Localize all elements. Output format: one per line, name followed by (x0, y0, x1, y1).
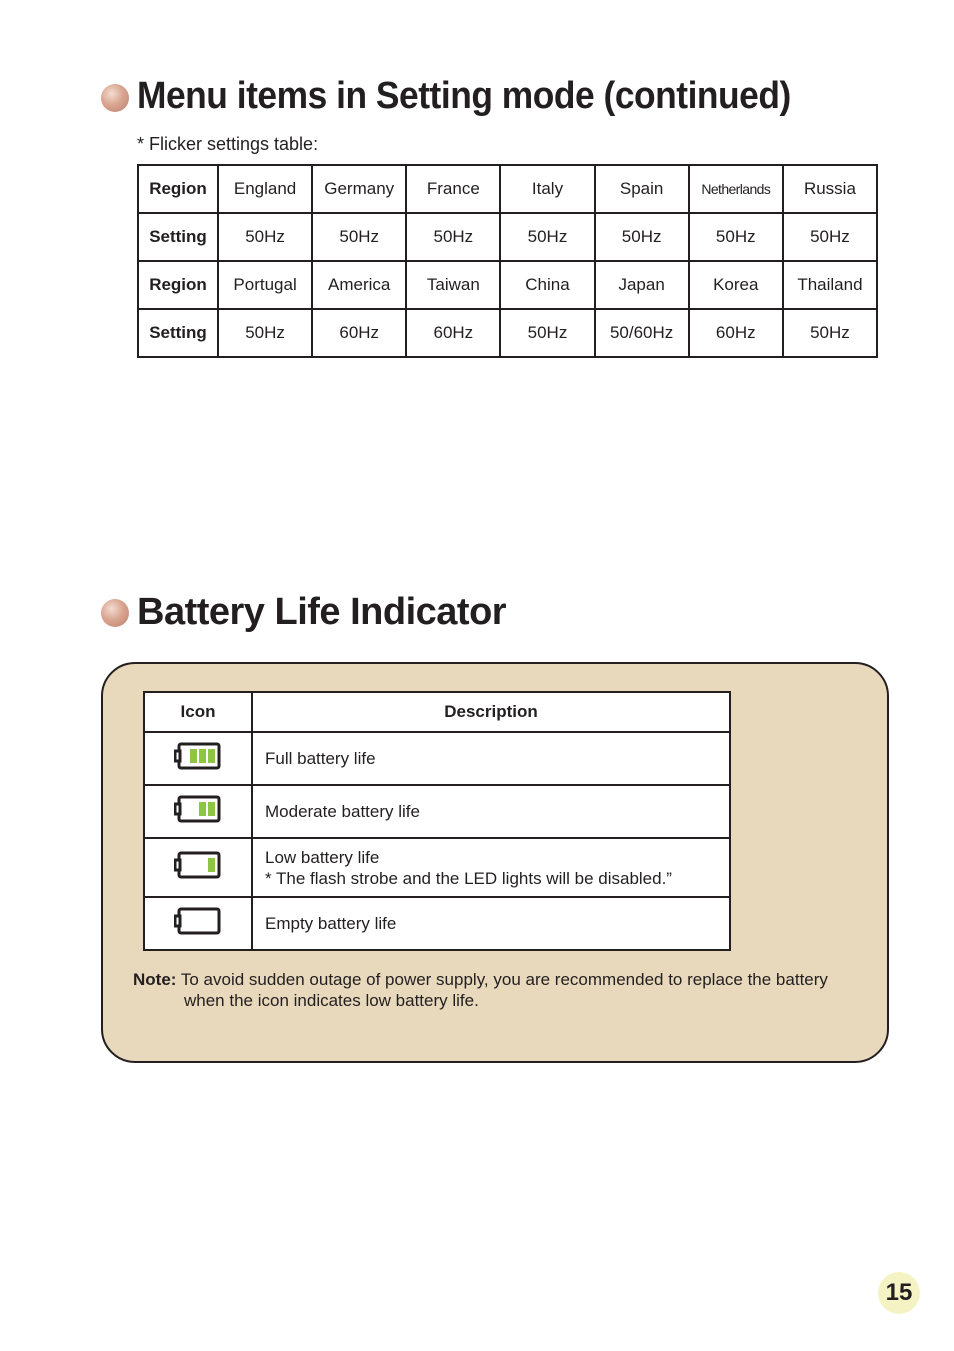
table-cell: Netherlands (689, 165, 783, 213)
column-header-description: Description (252, 692, 730, 732)
table-cell: Korea (689, 261, 783, 309)
column-header-icon: Icon (144, 692, 252, 732)
battery-level-bar (199, 802, 206, 816)
battery-description: Moderate battery life (265, 802, 420, 821)
section-bullet (101, 84, 129, 112)
table-cell: Thailand (783, 261, 877, 309)
table-cell: China (500, 261, 594, 309)
table-cell: America (312, 261, 406, 309)
table-row (138, 165, 877, 213)
table-cell: 50Hz (783, 309, 877, 357)
table-cell: 50Hz (595, 213, 689, 261)
note-text-line1: To avoid sudden outage of power supply, you are recommended to replace the battery (180, 970, 828, 989)
table-cell: 50Hz (218, 309, 312, 357)
battery-terminal (175, 751, 180, 761)
section-title-setting-mode: Menu items in Setting mode (continued) (137, 75, 791, 117)
page-number: 15 (878, 1272, 920, 1314)
note-text-line2: when the icon indicates low battery life. (184, 991, 479, 1010)
battery-body (179, 909, 219, 933)
table-cell: 50Hz (218, 213, 312, 261)
table-cell: Portugal (218, 261, 312, 309)
table-row (138, 309, 877, 357)
table-cell: Spain (595, 165, 689, 213)
table-cell: 50Hz (500, 213, 594, 261)
table-cell: 50Hz (312, 213, 406, 261)
battery-level-bar (208, 802, 215, 816)
table-row (138, 213, 877, 261)
table-cell: Italy (500, 165, 594, 213)
table-cell: 60Hz (406, 309, 500, 357)
note-label: Note: (133, 970, 177, 989)
battery-terminal (175, 860, 180, 870)
table-cell: Russia (783, 165, 877, 213)
table-row (144, 732, 730, 785)
battery-moderate-icon (174, 794, 222, 824)
table-cell: Japan (595, 261, 689, 309)
battery-description: Full battery life (265, 749, 376, 768)
section-bullet (101, 599, 129, 627)
table-cell: England (218, 165, 312, 213)
table-cell: Region (138, 261, 218, 309)
battery-terminal (175, 804, 180, 814)
table-cell: 50Hz (689, 213, 783, 261)
battery-terminal (175, 916, 180, 926)
battery-level-bar (190, 749, 197, 763)
battery-description: Low battery life (265, 847, 380, 867)
battery-full-icon (174, 741, 222, 771)
table-cell: Taiwan (406, 261, 500, 309)
table-cell: 50Hz (406, 213, 500, 261)
table-row (144, 838, 730, 897)
table-cell: 60Hz (689, 309, 783, 357)
flicker-settings-table (137, 164, 878, 358)
battery-description-note: * The flash strobe and the LED lights will be disabled.” (265, 868, 672, 888)
battery-note (133, 969, 873, 1011)
table-cell: 60Hz (312, 309, 406, 357)
battery-indicator-table (143, 691, 731, 951)
table-cell: Setting (138, 213, 218, 261)
table-row (144, 785, 730, 838)
flicker-table-caption: * Flicker settings table: (137, 134, 319, 154)
battery-description: Empty battery life (265, 914, 397, 933)
table-cell: Germany (312, 165, 406, 213)
table-row (144, 897, 730, 950)
battery-low-icon (174, 850, 222, 880)
battery-level-bar (208, 858, 215, 872)
battery-level-bar (199, 749, 206, 763)
section-title-battery: Battery Life Indicator (137, 591, 507, 633)
battery-level-bar (208, 749, 215, 763)
table-cell: Setting (138, 309, 218, 357)
battery-empty-icon (174, 906, 222, 936)
table-header-row (144, 692, 730, 732)
table-row (138, 261, 877, 309)
table-cell: Region (138, 165, 218, 213)
table-cell: 50/60Hz (595, 309, 689, 357)
table-cell: France (406, 165, 500, 213)
table-cell: 50Hz (783, 213, 877, 261)
table-cell: 50Hz (500, 309, 594, 357)
